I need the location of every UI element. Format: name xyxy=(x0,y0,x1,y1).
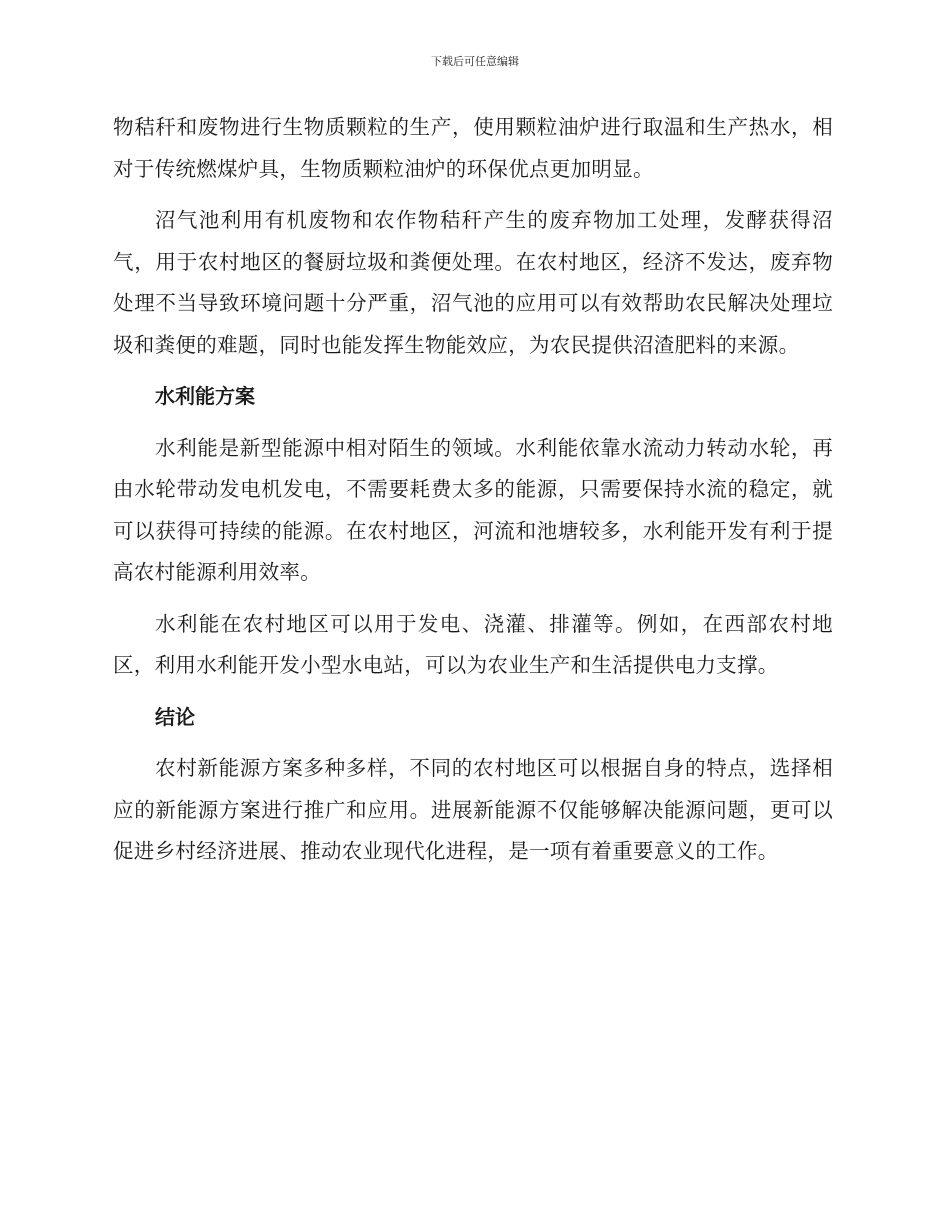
page-header: 下载后可任意编辑 xyxy=(431,55,519,68)
section-heading-conclusion: 结论 xyxy=(155,704,195,729)
paragraph-conclusion: 农村新能源方案多种多样，不同的农村地区可以根据自身的特点，选择相应的新能源方案进行推广和应用。进展新能源不仅能够解决能源问题，更可以促进乡村经济进展、推动农业现代化进程，是一项有着重要意义的工作。 xyxy=(113,756,833,863)
section-heading-hydro: 水利能方案 xyxy=(155,384,255,408)
paragraph-hydro-intro: 水利能是新型能源中相对陌生的领域。水利能依靠水流动力转动水轮，再由水轮带动发电机发电，不需要耗费太多的能源，只需要保持水流的稳定，就可以获得可持续的能源。在农村地区，河流和池塘较多，水利能开发有利于提高农村能源利用效率。 xyxy=(113,435,833,584)
paragraph-hydro-uses: 水利能在农村地区可以用于发电、浇灌、排灌等。例如，在西部农村地区，利用水利能开发小型水电站，可以为农业生产和生活提供电力支撑。 xyxy=(113,611,833,677)
document-body xyxy=(113,107,833,883)
paragraph-biomass-continued: 物秸秆和废物进行生物质颗粒的生产，使用颗粒油炉进行取温和生产热水，相对于传统燃煤炉具，生物质颗粒油炉的环保优点更加明显。 xyxy=(113,115,833,181)
paragraph-biogas: 沼气池利用有机废物和农作物秸秆产生的废弃物加工处理，发酵获得沼气，用于农村地区的餐厨垃圾和粪便处理。在农村地区，经济不发达，废弃物处理不当导致环境问题十分严重，沼气池的应用可以有效帮助农民解决处理垃圾和粪便的难题，同时也能发挥生物能效应，为农民提供沼渣肥料的来源。 xyxy=(113,208,833,357)
